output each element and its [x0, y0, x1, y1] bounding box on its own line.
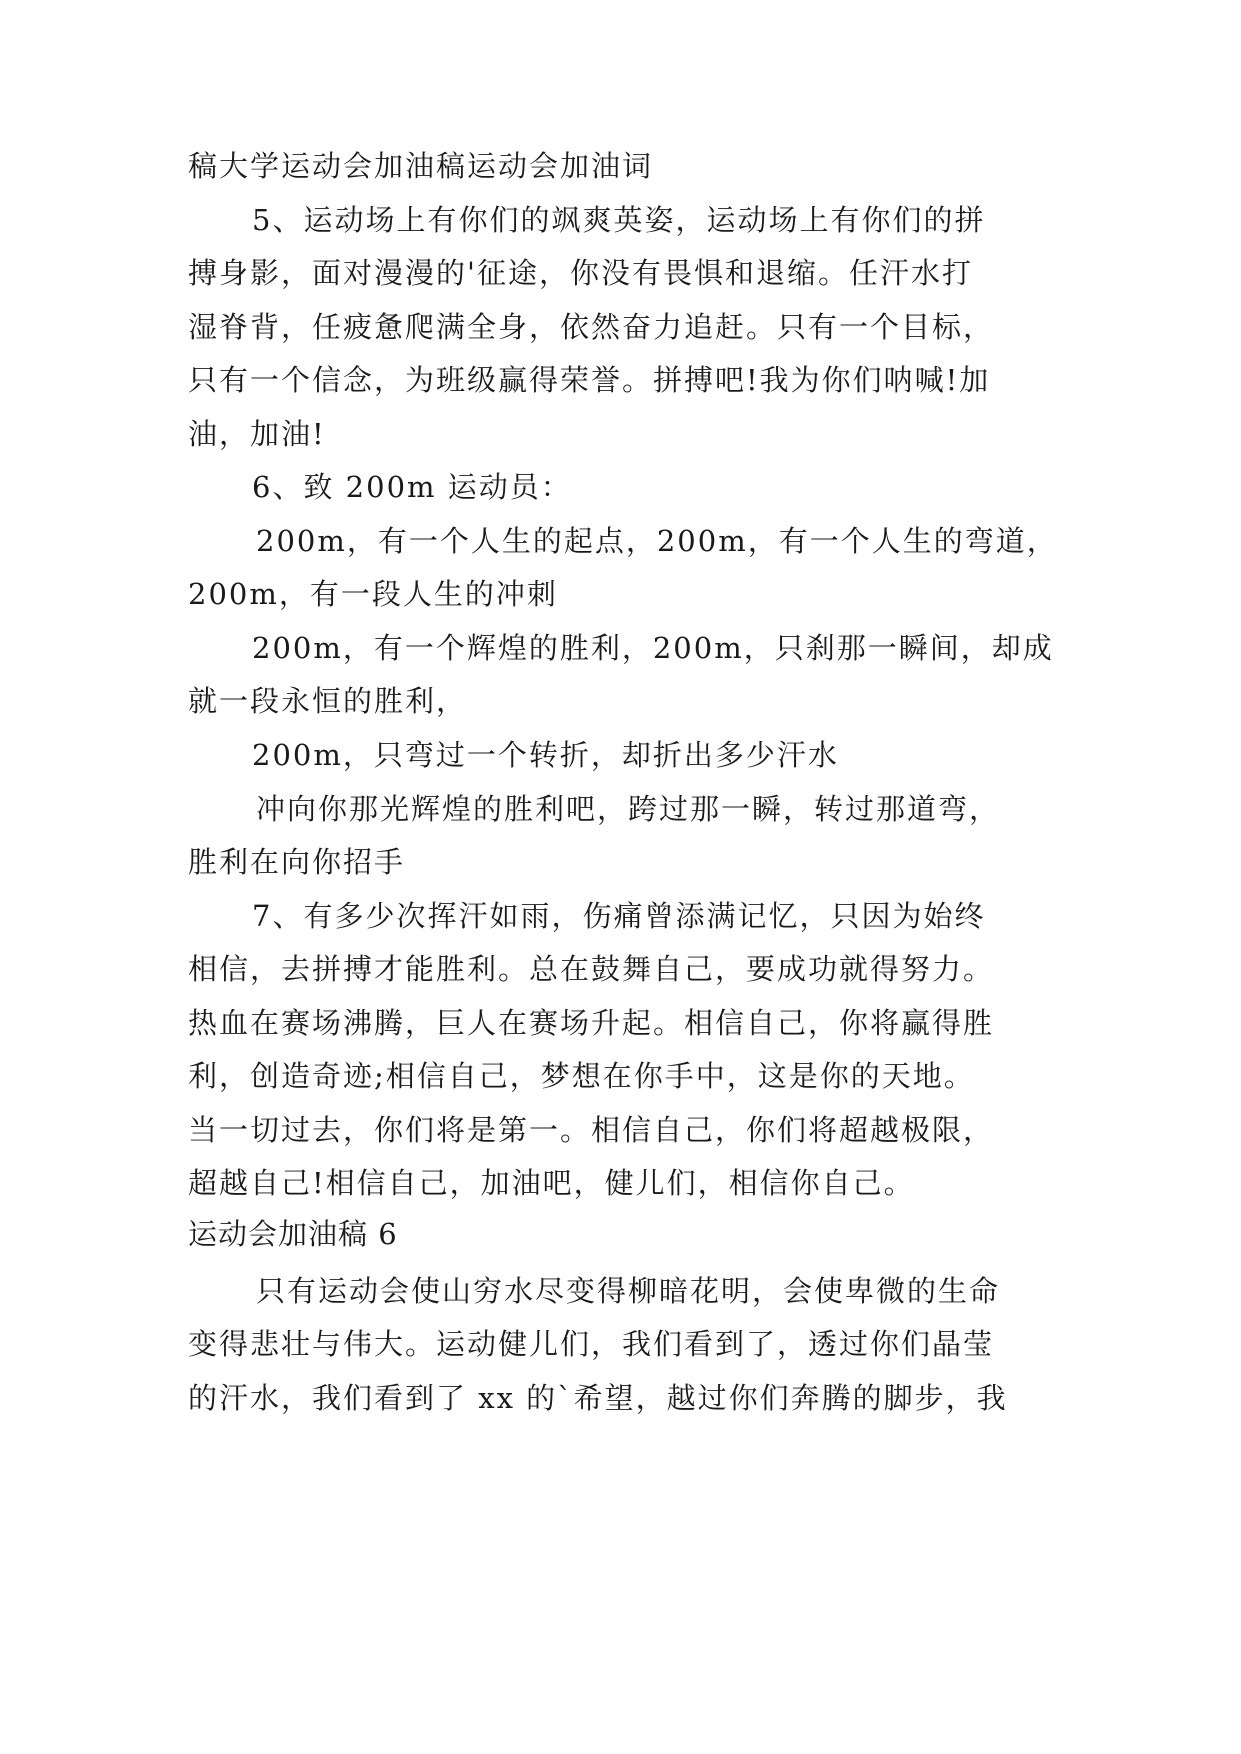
section-heading: 运动会加油稿 6	[188, 1217, 398, 1251]
text-line: 相信，去拼搏才能胜利。总在鼓舞自己，要成功就得努力。	[188, 952, 995, 986]
text-line: 200m，只弯过一个转折，却折出多少汗水	[252, 738, 839, 772]
text-line: 6、致 200m 运动员：	[252, 470, 572, 504]
text-line: 200m，有一段人生的冲刺	[188, 577, 558, 611]
text-line: 200m，有一个辉煌的胜利，200m，只刹那一瞬间，却成	[252, 631, 1054, 665]
text-line: 200m，有一个人生的起点，200m，有一个人生的弯道，	[256, 524, 1058, 558]
text-line: 稿大学运动会加油稿运动会加油词	[188, 149, 654, 183]
text-line: 7、有多少次挥汗如雨，伤痛曾添满记忆，只因为始终	[252, 899, 986, 933]
text-line: 冲向你那光辉煌的胜利吧，跨过那一瞬，转过那道弯，	[256, 792, 1001, 826]
text-line: 5、运动场上有你们的飒爽英姿，运动场上有你们的拼	[252, 203, 986, 237]
text-line: 当一切过去，你们将是第一。相信自己，你们将超越极限，	[188, 1113, 995, 1147]
text-line: 只有一个信念，为班级赢得荣誉。拼搏吧!我为你们呐喊!加	[188, 363, 991, 397]
text-line: 只有运动会使山穷水尽变得柳暗花明，会使卑微的生命	[256, 1274, 1001, 1308]
text-line: 超越自己!相信自己，加油吧，健儿们，相信你自己。	[188, 1166, 915, 1200]
text-line: 利，创造奇迹;相信自己，梦想在你手中，这是你的天地。	[188, 1059, 975, 1093]
text-line: 搏身影，面对漫漫的'征途，你没有畏惧和退缩。任汗水打	[188, 256, 973, 290]
text-line: 的汗水，我们看到了 xx 的`希望，越过你们奔腾的脚步，我	[188, 1381, 1008, 1415]
text-line: 就一段永恒的胜利，	[188, 684, 468, 718]
text-line: 油，加油!	[188, 417, 326, 451]
text-line: 热血在赛场沸腾，巨人在赛场升起。相信自己，你将赢得胜	[188, 1006, 995, 1040]
text-line: 胜利在向你招手	[188, 845, 406, 879]
text-line: 变得悲壮与伟大。运动健儿们，我们看到了，透过你们晶莹	[188, 1327, 995, 1361]
text-line: 湿脊背，任疲惫爬满全身，依然奋力追赶。只有一个目标，	[188, 310, 995, 344]
